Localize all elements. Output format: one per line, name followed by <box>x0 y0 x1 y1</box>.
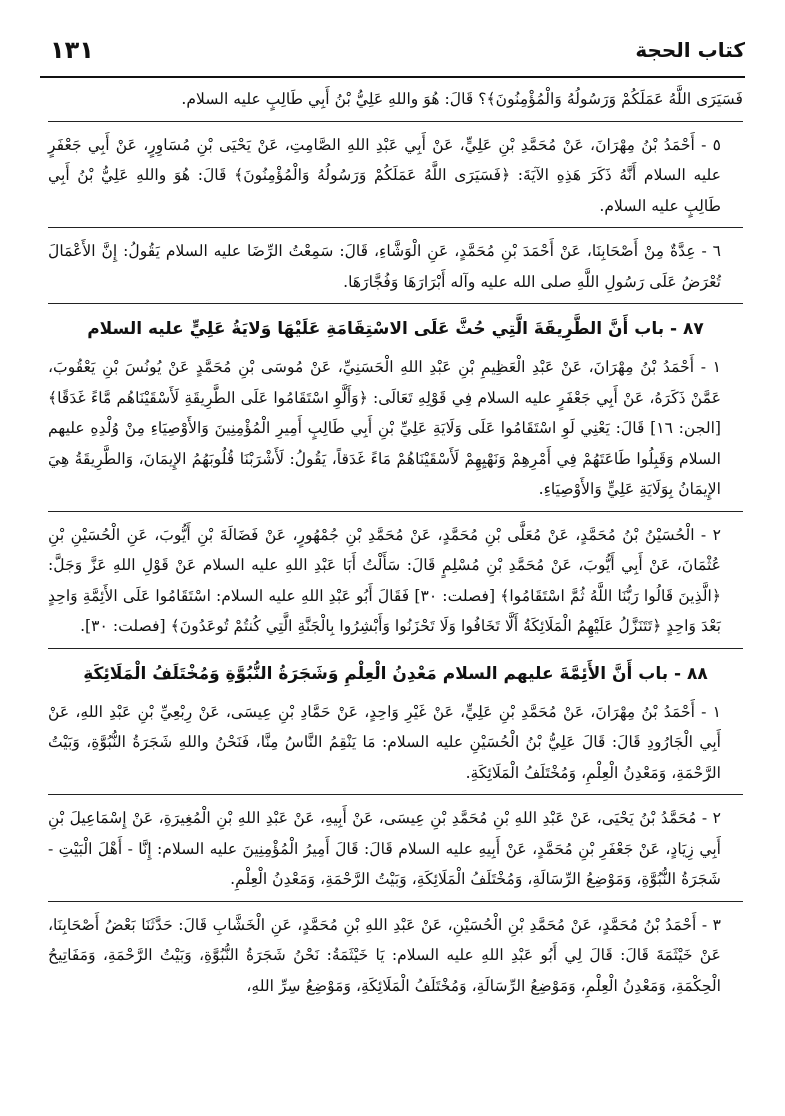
paragraph-continuation: فَسَيَرَى اللَّهُ عَمَلَكُمْ وَرَسُولُهُ وَالْمُؤْمِنُونَ﴾؟ قَالَ: هُوَ واللهِ عَلِيُّ بْنُ أَبِي طَالِبٍ عليه السلام. <box>181 90 743 108</box>
paragraph-separator <box>48 794 743 795</box>
page-number: ١٣١ <box>50 36 94 64</box>
hadith-6: ٦ - عِدَّةٌ مِنْ أَصْحَابِنَا، عَنْ أَحْمَدَ بْنِ مُحَمَّدٍ، عَنِ الْوَشَّاءِ، قَالَ: سَمِعْتُ الرِّضَا عليه السلام يَقُولُ: إِنَّ الأَعْمَالَ تُعْرَضُ عَلَى رَسُولِ اللَّهِ صلى الله عليه وآله أَبْرَارَهَا وَفُجَّارَهَا. <box>48 242 721 291</box>
hadith-1-ch87: ١ - أَحْمَدُ بْنُ مِهْرَانَ، عَنْ عَبْدِ الْعَظِيمِ بْنِ عَبْدِ اللهِ الْحَسَنِيِّ، عَنْ مُوسَى بْنِ مُحَمَّدٍ عَنْ يُونُسَ بْنِ يَعْقُوبَ، عَمَّنْ ذَكَرَهُ، عَنْ أَبِي جَعْفَرٍ عليه السلام فِي قَوْلِهِ تَعَالَى: ﴿وَأَلَّوِ اسْتَقَامُوا عَلَى الطَّرِيقَةِ لَأَسْقَيْنَاهُم مَّاءً غَدَقًا﴾ [الجن: ١٦] قَالَ: يَعْنِي لَوِ اسْتَقَامُوا عَلَى وَلَايَةِ عَلِيِّ بْنِ أَبِي طَالِبٍ أَمِيرِ الْمُؤْمِنِينَ وَالأَوْصِيَاءِ مِنْ وُلْدِهِ عليهم السلام وَقَبِلُوا طَاعَتَهُمْ فِي أَمْرِهِمْ وَنَهْيِهِمْ لَأَسْقَيْنَاهُمْ مَاءً غَدَقاً، يَقُولُ: لَأَشْرَبْنَا قُلُوبَهُمُ الإِيمَانَ، وَالطَّرِيقَةُ هِيَ الإِيمَانُ بِوَلَايَةِ عَلِيٍّ وَالأَوْصِيَاءِ. <box>48 358 721 498</box>
paragraph-separator <box>48 648 743 649</box>
paragraph-separator <box>48 227 743 228</box>
hadith-2-ch88: ٢ - مُحَمَّدُ بْنُ يَحْيَى، عَنْ عَبْدِ اللهِ بْنِ مُحَمَّدِ بْنِ عِيسَى، عَنْ أَبِيهِ، عَنْ عَبْدِ اللهِ بْنِ الْمُغِيرَةِ، عَنْ إِسْمَاعِيلَ بْنِ أَبِي زِيَادٍ، عَنْ جَعْفَرِ بْنِ مُحَمَّدٍ، عَنْ أَبِيهِ عليه السلام قَالَ: قَالَ أَمِيرُ الْمُؤْمِنِينَ عليه السلام: إِنَّا - أَهْلَ الْبَيْتِ - شَجَرَةُ النُّبُوَّةِ، وَمَوْضِعُ الرِّسَالَةِ، وَمُخْتَلَفُ الْمَلَائِكَةِ، وَبَيْتُ الرَّحْمَةِ، وَمَعْدِنُ الْعِلْمِ. <box>48 809 721 888</box>
hadith-5: ٥ - أَحْمَدُ بْنُ مِهْرَانَ، عَنْ مُحَمَّدِ بْنِ عَلِيٍّ، عَنْ أَبِي عَبْدِ اللهِ الصَّامِتِ، عَنْ يَحْيَى بْنِ مُسَاوِرٍ، عَنْ أَبِي جَعْفَرٍ عليه السلام أَنَّهُ ذَكَرَ هَذِهِ الآيَةَ: ﴿فَسَيَرَى اللَّهُ عَمَلَكُمْ وَرَسُولُهُ وَالْمُؤْمِنُونَ﴾ قَالَ: هُوَ واللهِ عَلِيُّ بْنُ أَبِي طَالِبٍ عليه السلام. <box>48 135 721 215</box>
chapter-heading-88: ٨٨ - باب أَنَّ الأَئِمَّةَ عليهم السلام مَعْدِنُ الْعِلْمِ وَشَجَرَةُ النُّبُوَّةِ وَمُخْتَلَفُ الْمَلَائِكَةِ <box>83 663 708 684</box>
running-title: كتاب الحجة <box>635 38 745 62</box>
paragraph-separator <box>48 901 743 902</box>
paragraph-separator <box>48 511 743 512</box>
hadith-2-ch87: ٢ - الْحُسَيْنُ بْنُ مُحَمَّدٍ، عَنْ مُعَلَّى بْنِ مُحَمَّدٍ، عَنْ مُحَمَّدِ بْنِ جُمْهُورٍ، عَنْ فَضَالَةَ بْنِ أَيُّوبَ، عَنِ الْحُسَيْنِ بْنِ عُثْمَانَ، عَنْ أَبِي أَيُّوبَ، عَنْ مُحَمَّدِ بْنِ مُسْلِمٍ قَالَ: سَأَلْتُ أَبَا عَبْدِ اللهِ عليه السلام عَنْ قَوْلِ اللهِ عَزَّ وَجَلَّ: ﴿الَّذِينَ قَالُوا رَبُّنَا اللَّهُ ثُمَّ اسْتَقَامُوا﴾ [فصلت: ٣٠] فَقَالَ أَبُو عَبْدِ اللهِ عليه السلام: اسْتَقَامُوا عَلَى الأَئِمَّةِ وَاحِدٍ بَعْدَ وَاحِدٍ ﴿تَتَنَزَّلُ عَلَيْهِمُ الْمَلَائِكَةُ أَلَّا تَخَافُوا وَلَا تَحْزَنُوا وَأَبْشِرُوا بِالْجَنَّةِ الَّتِي كُنتُمْ تُوعَدُونَ﴾ [فصلت: ٣٠]. <box>48 525 721 635</box>
paragraph-separator <box>48 303 743 304</box>
header-rule <box>40 76 745 78</box>
hadith-1-ch88: ١ - أَحْمَدُ بْنُ مِهْرَانَ، عَنْ مُحَمَّدِ بْنِ عَلِيٍّ، عَنْ غَيْرِ وَاحِدٍ، عَنْ حَمَّادِ بْنِ عِيسَى، عَنْ رِبْعِيِّ بْنِ عَبْدِ اللهِ، عَنْ أَبِي الْجَارُودِ قَالَ: قَالَ عَلِيُّ بْنُ الْحُسَيْنِ عليه السلام: مَا يَنْقِمُ النَّاسُ مِنَّا، فَنَحْنُ واللهِ شَجَرَةُ النُّبُوَّةِ، وَبَيْتُ الرَّحْمَةِ، وَمَعْدِنُ الْعِلْمِ، وَمُخْتَلَفُ الْمَلَائِكَةِ. <box>48 702 721 782</box>
page-header <box>50 30 745 70</box>
paragraph-separator <box>48 121 743 122</box>
page-body <box>48 84 743 1007</box>
chapter-heading-87: ٨٧ - باب أَنَّ الطَّرِيقَةَ الَّتِي حُثَّ عَلَى الاسْتِقَامَةِ عَلَيْهَا وَلايَةُ عَلِيٍّ عليه السلام <box>87 319 704 339</box>
hadith-3-ch88: ٣ - أَحْمَدُ بْنُ مُحَمَّدٍ، عَنْ مُحَمَّدِ بْنِ الْحُسَيْنِ، عَنْ عَبْدِ اللهِ بْنِ مُحَمَّدٍ، عَنِ الْخَشَّابِ قَالَ: حَدَّثَنَا بَعْضُ أَصْحَابِنَا، عَنْ خَيْثَمَةَ قَالَ: قَالَ لِي أَبُو عَبْدِ اللهِ عليه السلام: يَا خَيْثَمَةُ: نَحْنُ شَجَرَةُ النُّبُوَّةِ، وَبَيْتُ الرَّحْمَةِ، وَمَفَاتِيحُ الْحِكْمَةِ، وَمَعْدِنُ الْعِلْمِ، وَمَوْضِعُ الرِّسَالَةِ، وَمُخْتَلَفُ الْمَلَائِكَةِ، وَمَوْضِعُ سِرِّ اللهِ، <box>48 915 721 995</box>
